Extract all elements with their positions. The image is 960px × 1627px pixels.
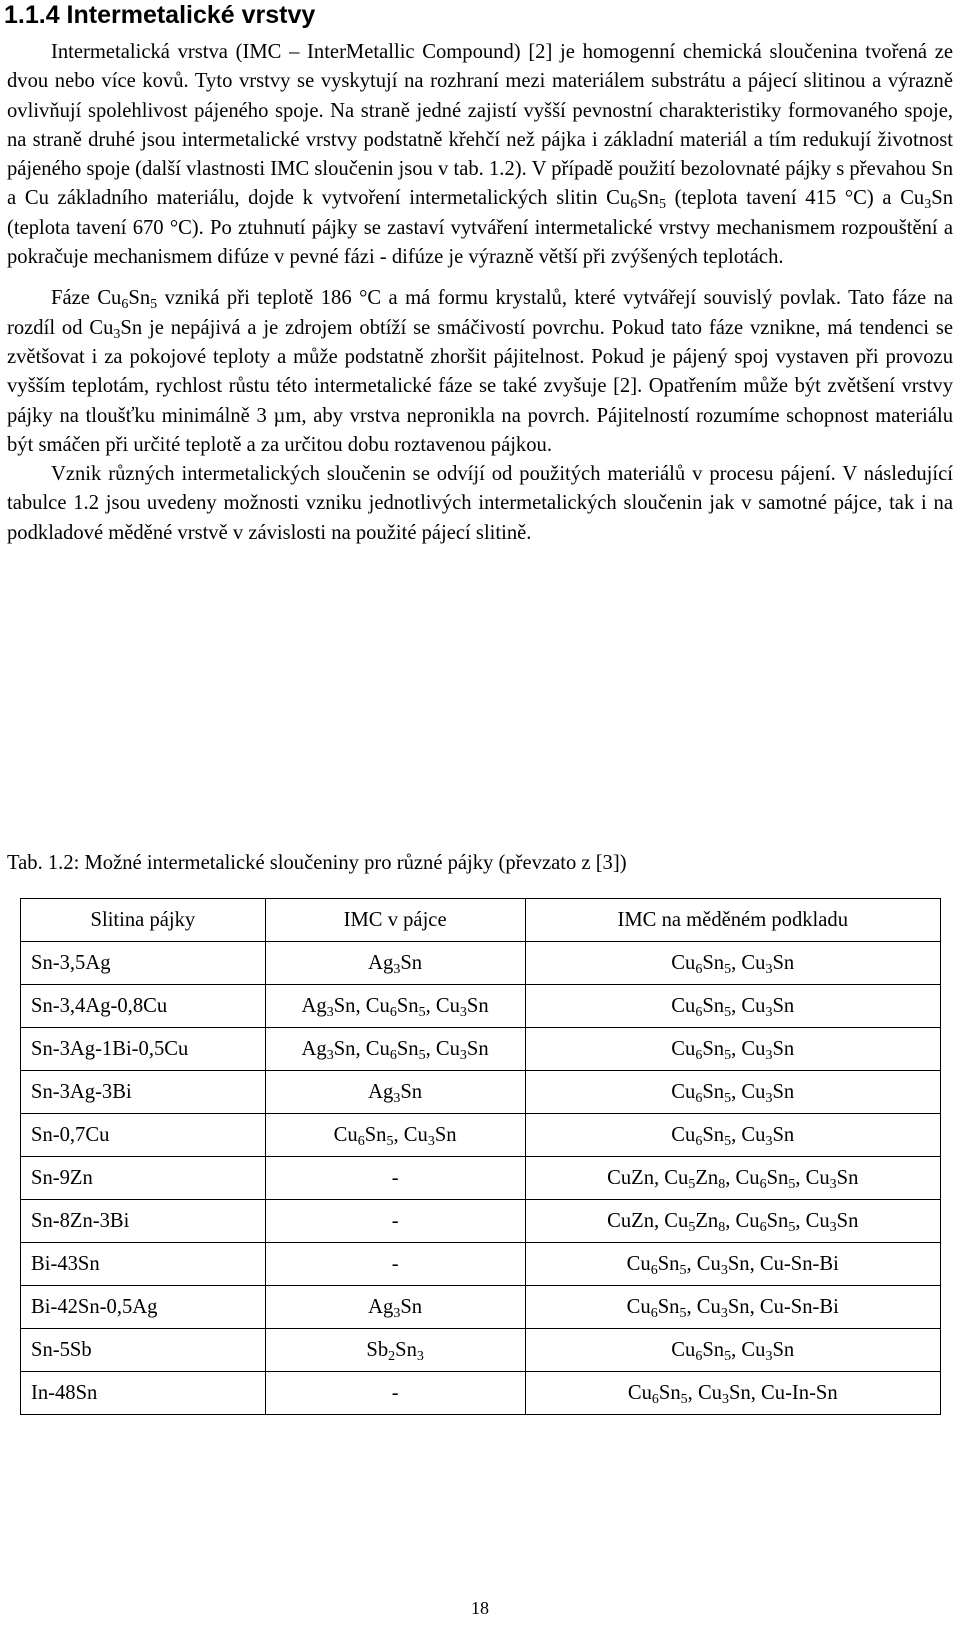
body-text	[7, 38, 953, 548]
cell-alloy: Sn-3Ag-3Bi	[21, 1071, 266, 1114]
cell-alloy: In-48Sn	[21, 1372, 266, 1415]
cell-alloy: Sn-0,7Cu	[21, 1114, 266, 1157]
paragraph: Vznik různých intermetalických sloučenin se odvíjí od použitých materiálů v procesu pájení. V následující tabulce 1.2 jsou uvedeny možnosti vzniku jednotlivých intermetalických sloučenin jak v samotné pájce, tak i na podkladové měděné vrstvě v závislosti na použité pájecí slitině.	[7, 463, 953, 544]
table-row	[21, 1071, 941, 1114]
cell-imc-copper: $Cu_6Sn_5$, $Cu_3Sn$	[525, 1329, 940, 1372]
column-header: Slitina pájky	[21, 899, 266, 942]
cell-alloy: Sn-8Zn-3Bi	[21, 1200, 266, 1243]
cell-alloy: Sn-3,4Ag-0,8Cu	[21, 985, 266, 1028]
cell-imc-copper: CuZn, $Cu_5Zn_8$, $Cu_6Sn_5$, $Cu_3Sn$	[525, 1157, 940, 1200]
cell-imc-solder: -	[265, 1243, 525, 1286]
table-row	[21, 1157, 941, 1200]
cell-imc-solder: $Ag_3Sn$	[265, 942, 525, 985]
table-row	[21, 942, 941, 985]
cell-imc-copper: $Cu_6Sn_5$, $Cu_3Sn$	[525, 985, 940, 1028]
paragraph: Fáze $Cu_6Sn_5$ vzniká při teplotě 186 °C a má formu krystalů, které vytvářejí souvislý povlak. Tato fáze na rozdíl od $Cu_3Sn$ je nepájivá a je zdrojem obtíží se smáčivostí povrchu. Pokud tato fáze vznikne, má tendenci se zvětšovat i za pokojové teploty a může podstatně zhoršit pájitelnost. Pokud je pájený spoj vystaven při provozu vyšším teplotám, rychlost růstu této intermetalické fáze se také zvyšuje [2]. Opatřením může být zvětšení vrstvy pájky na tloušťku minimálně 3 µm, aby vrstva nepronikla na povrch. Pájitelností rozumíme schopnost materiálu být smáčen při určité teplotě a za určitou dobu roztavenou pájkou.	[7, 287, 953, 456]
cell-imc-solder: -	[265, 1372, 525, 1415]
cell-imc-solder: -	[265, 1157, 525, 1200]
imc-table	[20, 898, 941, 1415]
cell-imc-copper: $Cu_6Sn_5$, $Cu_3Sn$	[525, 1071, 940, 1114]
cell-imc-copper: $Cu_6Sn_5$, $Cu_3Sn$	[525, 1028, 940, 1071]
cell-imc-solder: $Ag_3Sn$	[265, 1071, 525, 1114]
cell-alloy: Sn-3,5Ag	[21, 942, 266, 985]
table-row	[21, 1243, 941, 1286]
cell-alloy: Sn-9Zn	[21, 1157, 266, 1200]
cell-alloy: Bi-43Sn	[21, 1243, 266, 1286]
table-row	[21, 1329, 941, 1372]
paragraph: Intermetalická vrstva (IMC – InterMetallic Compound) [2] je homogenní chemická sloučenina tvořená ze dvou nebo více kovů. Tyto vrstvy se vyskytují na rozhraní mezi materiálem substrátu a pájecí slitinou a výrazně ovlivňují spolehlivost pájeného spoje. Na straně jedné zajistí vyšší pevnostní charakteristiky formovaného spoje, na straně druhé jsou intermetalické vrstvy podstatně křehčí než pájka i základní materiál a tím redukují životnost pájeného spoje (další vlastnosti IMC sloučenin jsou v tab. 1.2). V případě použití bezolovnaté pájky s převahou Sn a Cu základního materiálu, dojde k vytvoření intermetalických slitin $Cu_6Sn_5$ (teplota tavení 415 °C) a $Cu_3Sn$ (teplota tavení 670 °C). Po ztuhnutí pájky se zastaví vytváření intermetalické vrstvy mechanismem rozpouštění a pokračuje mechanismem difúze v pevné fázi - difúze je výrazně větší při zvýšených teplotách.	[7, 41, 953, 269]
cell-imc-solder: $Ag_3Sn$, $Cu_6Sn_5$, $Cu_3Sn$	[265, 985, 525, 1028]
table-row	[21, 1028, 941, 1071]
cell-imc-copper: $Cu_6Sn_5$, $Cu_3Sn$	[525, 1114, 940, 1157]
cell-imc-solder: $Cu_6Sn_5$, $Cu_3Sn$	[265, 1114, 525, 1157]
cell-imc-solder: $Sb_2Sn_3$	[265, 1329, 525, 1372]
cell-imc-copper: $Cu_6Sn_5$, $Cu_3Sn$	[525, 942, 940, 985]
column-header: IMC na měděném podkladu	[525, 899, 940, 942]
cell-imc-copper: $Cu_6Sn_5$, $Cu_3Sn$, Cu-In-Sn	[525, 1372, 940, 1415]
cell-imc-copper: $Cu_6Sn_5$, $Cu_3Sn$, Cu-Sn-Bi	[525, 1286, 940, 1329]
section-heading: 1.1.4 Intermetalické vrstvy	[4, 1, 316, 29]
cell-alloy: Sn-3Ag-1Bi-0,5Cu	[21, 1028, 266, 1071]
table-header-row	[21, 899, 941, 942]
cell-alloy: Bi-42Sn-0,5Ag	[21, 1286, 266, 1329]
table-body	[21, 942, 941, 1415]
table-row	[21, 985, 941, 1028]
page-number: 18	[471, 1598, 489, 1618]
table-row	[21, 1286, 941, 1329]
table-row	[21, 1372, 941, 1415]
cell-imc-solder: $Ag_3Sn$, $Cu_6Sn_5$, $Cu_3Sn$	[265, 1028, 525, 1071]
cell-alloy: Sn-5Sb	[21, 1329, 266, 1372]
cell-imc-copper: $Cu_6Sn_5$, $Cu_3Sn$, Cu-Sn-Bi	[525, 1243, 940, 1286]
cell-imc-solder: $Ag_3Sn$	[265, 1286, 525, 1329]
table-row	[21, 1114, 941, 1157]
table-row	[21, 1200, 941, 1243]
cell-imc-solder: -	[265, 1200, 525, 1243]
cell-imc-copper: CuZn, $Cu_5Zn_8$, $Cu_6Sn_5$, $Cu_3Sn$	[525, 1200, 940, 1243]
column-header: IMC v pájce	[265, 899, 525, 942]
table-caption: Tab. 1.2: Možné intermetalické sloučeniny pro různé pájky (převzato z [3])	[7, 852, 627, 874]
